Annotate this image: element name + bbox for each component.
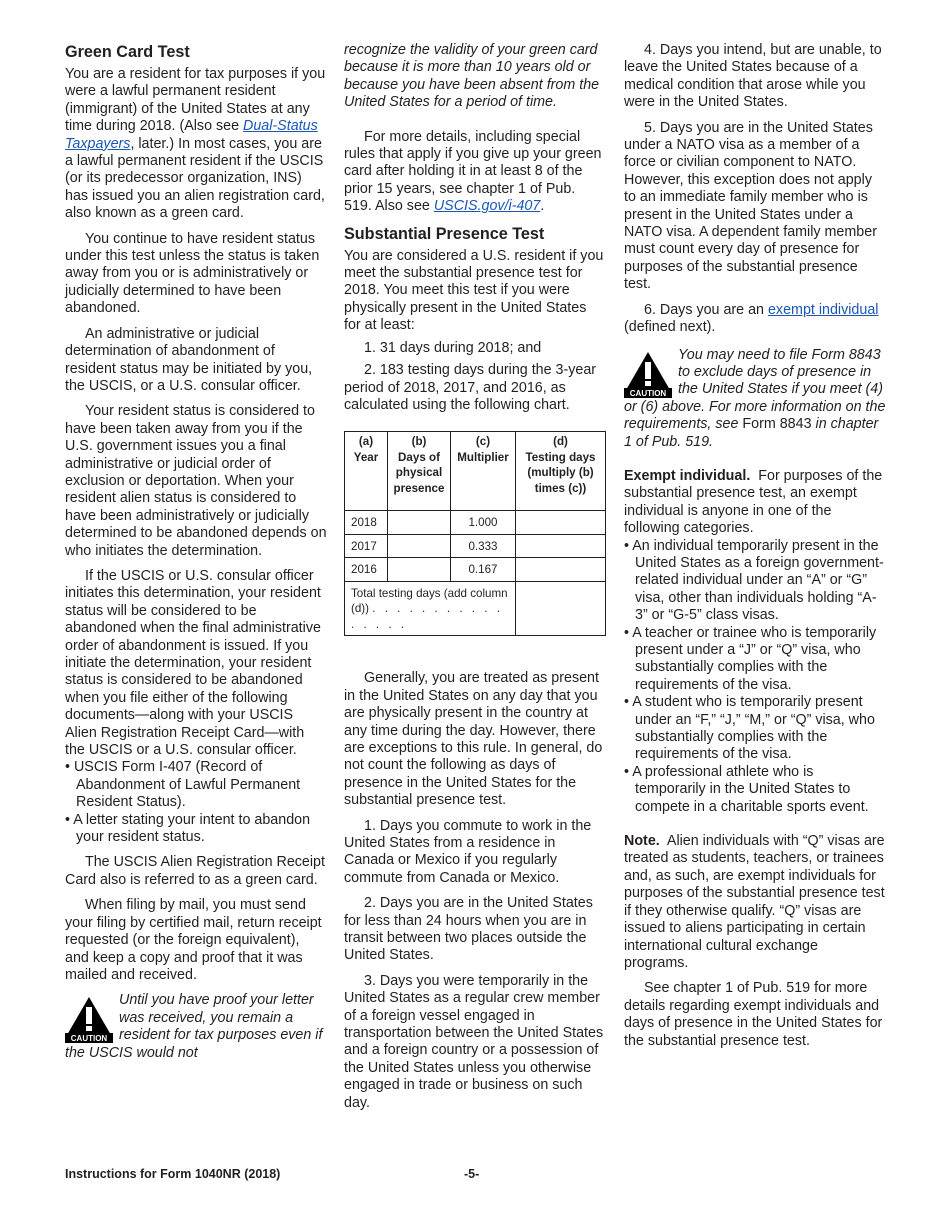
section-heading-substantial-presence: Substantial Presence Test [344,224,545,243]
bullet-item: • A professional athlete who is temporarily in the United States to compete in a charitable sports event. [624,763,869,815]
exempt-individual-heading: Exempt individual. [624,467,751,484]
text: For purposes of the substantial presence test, an exempt individual is anyone in one of the following categories. [624,467,883,537]
numbered-item: 4. Days you intend, but are unable, to leave the United States because of a medical condition that arose while you were in the United States. [624,42,882,111]
numbered-item: 2. 183 testing days during the 3-year period of 2018, 2017, and 2016, as calculated using the following chart. [344,362,597,413]
footer-page-number: -5- [464,1167,480,1181]
numbered-item: 1. Days you commute to work in the United States from a residence in Canada or Mexico if you regularly commute from Canada or Mexico. [344,817,592,886]
paragraph [624,833,886,972]
text: . [540,198,545,215]
header-label: Testing days (multiply (b) times (c)) [525,450,596,495]
testing-days-cell [516,534,606,558]
table-row [345,511,606,535]
paragraph: When filing by mail, you must send your filing by certified mail, return receipt requested (or the foreign equivalent), and keep a copy and proof that it was mailed and received. [65,897,322,983]
paragraph: An administrative or judicial determination of abandonment of resident status may be initiated by you, the USCIS, or a U.S. consular officer. [65,325,313,394]
testing-days-chart [344,431,606,636]
dual-status-link[interactable]: Dual-Status Taxpayers [65,118,318,152]
caution-continuation: recognize the validity of your green card because it is more than 10 years old or because you have been absent from the United States for a period of time. [344,42,600,111]
header-letter: (d) [553,435,568,449]
numbered-item: 2. Days you are in the United States for less than 24 hours when you are in transit between two places outside the United States. [344,895,593,964]
numbered-item: 5. Days you are in the United States under a NATO visa as a member of a force or civilian component to NATO. However, this exception does not apply to an immediate family member who is present in the United States under a NATO visa. A dependent family member must count every day of presence for purposes of the substantial presence test. [624,119,877,293]
header-label: Year [353,450,379,464]
numbered-item [624,302,886,337]
leader-dots: . . . . . . . . . . . . . . . . [351,602,503,631]
year-cell: 2016 [345,558,388,582]
paragraph [624,468,886,538]
numbered-item: 3. Days you were temporarily in the United States as a regular crew member of a foreign vessel engaged in transportation between the United States and a foreign country or a possession of the United States unless you otherwise engaged in trade or business on such day. [344,972,604,1111]
multiplier-cell: 0.167 [451,558,516,582]
total-label-cell [345,581,516,636]
header-letter: (b) [411,435,427,449]
testing-days-cell [516,511,606,535]
caution-label: CAUTION [70,1034,108,1044]
paragraph: Your resident status is considered to have been taken away from you if the U.S. government issues you a final administrative or judicial order of exclusion or deportation. When your resident alien status is considered to have been administratively or judicially determined to be abandoned depends on who initiates the determination. [65,403,327,559]
paragraph [344,129,607,216]
table-header [345,432,388,511]
text: For more details, including special rules that apply if you give up your green card after holding it in at least 8 of the prior 15 years, see chapter 1 of Pub. 519. Also see [344,128,602,215]
exempt-individual-link[interactable]: exempt individual [767,301,879,318]
caution-text-roman: Form 8843 [742,416,812,433]
multiplier-cell: 0.333 [451,534,516,558]
footer-form-title: Instructions for Form 1040NR (2018) [65,1167,281,1181]
bullet-item: • A letter stating your intent to abandon your resident status. [65,811,311,846]
paragraph [65,66,327,223]
text: , later.) In most cases, you are a lawful permanent resident if the USCIS (or its predecessor organization, INS) has issued you an alien registration card, also known as a green card. [65,135,325,222]
paragraph: If the USCIS or U.S. consular officer initiates this determination, your resident status will be considered to be abandoned when the final administrative order of abandonment is issued. If you initiate the determination, your resident status is considered to be abandoned when you file either of the following documents—along with your USCIS Alien Registration Receipt Card—with the USCIS or a U.S. consular officer. [65,567,321,759]
bullet-item: • USCIS Form I-407 (Record of Abandonment of Lawful Permanent Resident Status). [65,759,301,811]
note-heading: Note. [624,833,660,850]
table-header [451,432,516,511]
total-label: Total testing days (add column (d)) [351,586,508,616]
column-2 [344,42,607,1117]
caution-text: Until you have proof your letter was received, you remain a resident for tax purposes even if the USCIS would not [65,992,323,1061]
table-header [516,432,606,511]
testing-days-cell [516,558,606,582]
table-row [345,558,606,582]
text: You are a resident for tax purposes if you were a lawful permanent resident (immigrant) of the United States at any time during 2018. (Also see [65,66,326,135]
text: (defined next). [624,319,716,336]
bullet-item: • An individual temporarily present in the United States as a foreign government-related individual under an “A” or “G” visa, other than individuals holding “A-3” or “G-5” class visas. [624,537,884,624]
total-value-cell [516,581,606,636]
caution-icon [624,350,672,398]
paragraph: Generally, you are treated as present in the United States on any day that you are physically present in the country at any time during the day. However, there are exceptions to this rule. In general, do not count the following as days of presence in the United States for the substantial presence test. [344,670,603,809]
bullet-item: • A student who is temporarily present under an “F,” “J,” “M,” or “Q” visa, who substantially complies with the requirements of the visa. [624,694,875,763]
header-letter: (c) [475,435,491,449]
text: 6. Days you are an [644,301,768,318]
paragraph: You are considered a U.S. resident if you meet the substantial presence test for 2018. You meet this test if you were physically present in the United States for at least: [344,247,604,334]
header-label: Days of physical presence [393,450,445,495]
caution-note [624,347,886,451]
caution-text: in chapter 1 of Pub. 519. [624,416,879,450]
caution-note [65,992,327,1062]
section-heading-green-card: Green Card Test [65,43,190,61]
text: Alien individuals with “Q” visas are treated as students, teachers, or trainees and, as such, are exempt individuals for purposes of the substantial presence test if they otherwise qualify. “Q” visas are issued to aliens participating in certain international cultural exchange programs. [624,833,885,971]
table-header [388,432,451,511]
paragraph: See chapter 1 of Pub. 519 for more details regarding exempt individuals and days of presence in the United States for the substantial presence test. [624,980,883,1049]
uscis-link[interactable]: USCIS.gov/i-407 [433,198,541,215]
days-cell [388,511,451,535]
caution-label: CAUTION [629,388,667,398]
column-1 [65,42,327,1072]
multiplier-cell: 1.000 [451,511,516,535]
paragraph: The USCIS Alien Registration Receipt Card also is referred to as a green card. [65,854,325,888]
paragraph: You continue to have resident status under this test unless the status is taken away from you or is administratively or judicially determined to have been abandoned. [65,230,320,317]
table-row [345,534,606,558]
numbered-item: 1. 31 days during 2018; and [364,339,542,356]
header-label: Multiplier [457,450,509,464]
year-cell: 2017 [345,534,388,558]
table-total-row [345,581,606,636]
caution-icon [65,995,113,1043]
year-cell: 2018 [345,511,388,535]
header-letter: (a) [358,435,374,449]
column-3 [624,42,886,1058]
days-cell [388,558,451,582]
days-cell [388,534,451,558]
bullet-item: • A teacher or trainee who is temporarily present under a “J” or “Q” visa, who substantially complies with the requirements of the visa. [624,624,877,693]
caution-text: You may need to file Form 8843 to exclude days of presence in the United States if you meet (4) or (6) above. For more information on the requirements, see [624,346,886,433]
